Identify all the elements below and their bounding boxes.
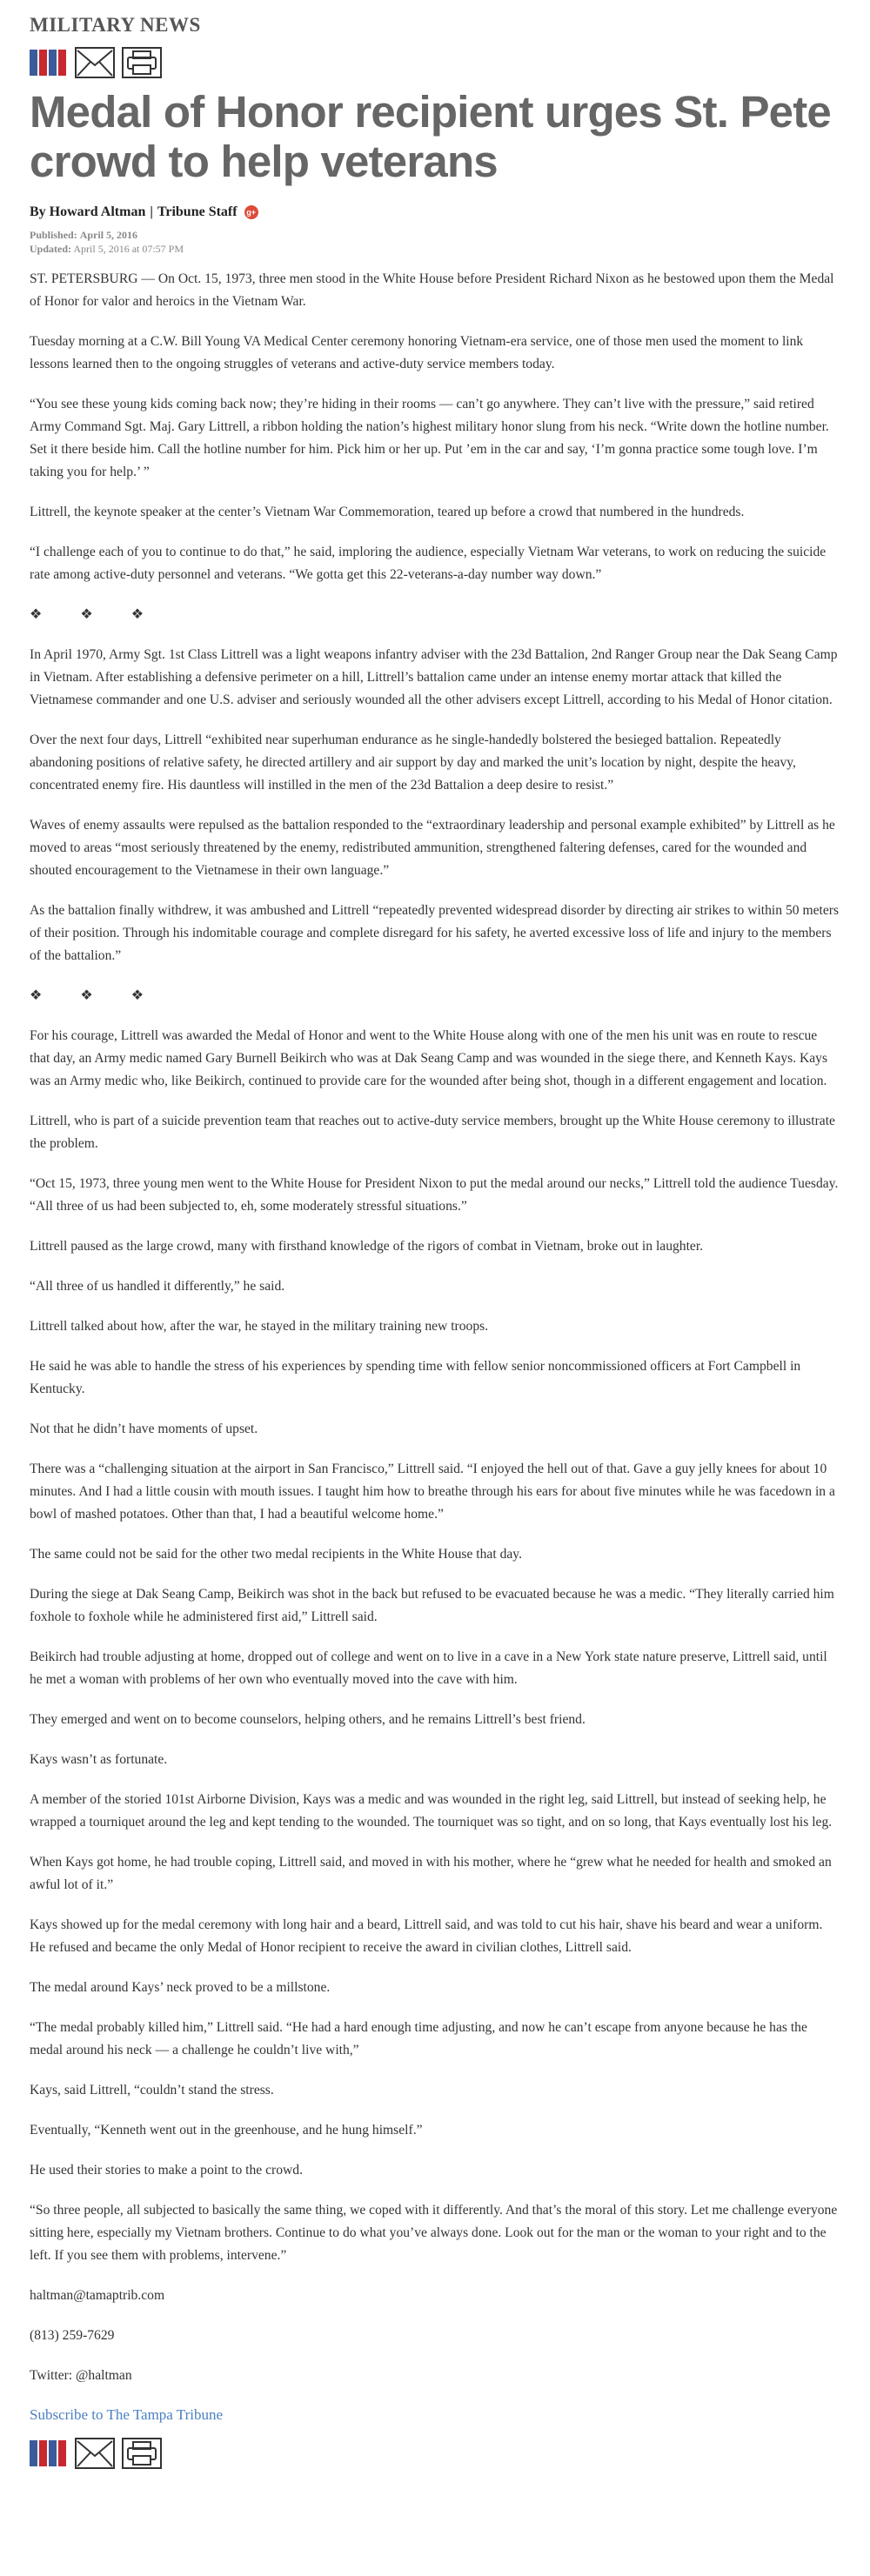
article-paragraph: The same could not be said for the other two medal recipients in the White House that day. — [30, 1547, 522, 1562]
author-name: By Howard Altman — [30, 204, 146, 219]
article-paragraph: “So three people, all subjected to basically the same thing, we coped with it differently. And that’s the moral of this story. Let me challenge everyone sitting here, especially my Vietnam brothers. Continue to do what you’ve always done. Look out for the man or the woman to your right and to the left. If you see them with problems, intervene.” — [30, 2203, 838, 2263]
updated-line — [30, 242, 840, 256]
article-paragraph: Eventually, “Kenneth went out in the greenhouse, and he hung himself.” — [30, 2123, 423, 2138]
article-paragraph: haltman@tamaptrib.com — [30, 2288, 165, 2303]
published-date: April 5, 2016 — [79, 229, 138, 241]
article-paragraph: There was a “challenging situation at the airport in San Francisco,” Littrell said. “I enjoyed the hell out of that. Gave a guy jelly knees for about 10 minutes. And I had a little cousin with mouth issues. I taught him how to breathe through his ears for about five minutes while he was facedown in a bowl of mashed potatoes. Other than that, I had a beautiful welcome home.” — [30, 1462, 835, 1522]
article-paragraph: For his courage, Littrell was awarded the Medal of Honor and went to the White House along with one of the men his unit was en route to rescue that day, an Army medic named Gary Burnell Beikirch who was at Dak Seang Camp and was wounded in the siege there, and Kenneth Kays. Kays was an Army medic who, like Beikirch, continued to provide care for the wounded after being shot, though in a different engagement and location. — [30, 1028, 828, 1088]
updated-date: April 5, 2016 at 07:57 PM — [73, 243, 184, 255]
article-paragraph: “I challenge each of you to continue to do that,” he said, imploring the audience, especially Vietnam War veterans, to work on reducing the suicide rate among active-duty personnel and veterans. “We gotta get this 22-veterans-a-day number way down.” — [30, 545, 826, 582]
article-paragraph: Tuesday morning at a C.W. Bill Young VA Medical Center ceremony honoring Vietnam-era service, one of those men used the moment to link lessons learned then to the ongoing struggles of veterans and active-duty service members today. — [30, 334, 804, 371]
article-body — [30, 268, 840, 2387]
section-ornament: ❖ ❖ ❖ — [30, 988, 162, 1003]
article-paragraph: “You see these young kids coming back now; they’re hiding in their rooms — can’t go anywhere. They can’t live with the pressure,” said retired Army Command Sgt. Maj. Gary Littrell, a ribbon holding the nation’s highest military honor slung from his neck. “Write down the hotline number. Set it there beside him. Call the hotline number for him. Pick him or her up. Put ’em in the car and say, ‘I’m gonna practice some tough love. I’m taking you for help.’ ” — [30, 397, 829, 479]
google-plus-icon[interactable]: g+ — [244, 205, 258, 219]
author-phone: Twitter: @haltman — [30, 2368, 132, 2383]
article-paragraph: Littrell, who is part of a suicide prevention team that reaches out to active-duty service members, brought up the White House ceremony to illustrate the problem. — [30, 1114, 835, 1151]
byline-separator: | — [150, 204, 153, 219]
article-paragraph: Littrell, the keynote speaker at the center’s Vietnam War Commemoration, teared up before a crowd that numbered in the hundreds. — [30, 505, 745, 519]
article-paragraph: A member of the storied 101st Airborne Division, Kays was a medic and was wounded in the right leg, said Littrell, but instead of seeking help, he wrapped a tourniquet around the leg and kept tending to the wounded. The tourniquet was so tight, and on so long, that Kays eventually lost his leg. — [30, 1792, 833, 1830]
article-paragraph: Over the next four days, Littrell “exhibited near superhuman endurance as he single-handedly bolstered the besieged battalion. Repeatedly abandoning positions of relative safety, he directed artillery and air support by day and marked the unit’s location by night, despite the heavy, concentrated enemy fire. His dauntless will instilled in the men of the 23d Battalion a deep desire to resist.” — [30, 733, 796, 793]
article-paragraph: “All three of us handled it differently,” he said. — [30, 1279, 285, 1294]
article-paragraph: Not that he didn’t have moments of upset. — [30, 1422, 258, 1436]
article-paragraph: Kays, said Littrell, “couldn’t stand the stress. — [30, 2083, 274, 2098]
email-share-button[interactable] — [75, 2438, 115, 2469]
article-paragraph: “Oct 15, 1973, three young men went to the White House for President Nixon to put the medal around our necks,” Littrell told the audience Tuesday. “All three of us had been subjected to, eh, some moderately stressful situations.” — [30, 1176, 839, 1214]
updated-label: Updated: — [30, 243, 72, 255]
share-bar-top — [30, 45, 840, 80]
flag-icon — [30, 46, 68, 79]
published-line — [30, 228, 840, 242]
article-paragraph: Littrell talked about how, after the war, he stayed in the military training new troops. — [30, 1319, 489, 1334]
article-paragraph: When Kays got home, he had trouble coping, Littrell said, and moved in with his mother, where he “grew what he needed for health and smoked an awful lot of it.” — [30, 1855, 832, 1892]
section-ornament: ❖ ❖ ❖ — [30, 607, 162, 622]
headline: Medal of Honor recipient urges St. Pete crowd to help veterans — [30, 87, 831, 186]
subscribe-link[interactable]: Subscribe to The Tampa Tribune — [30, 2406, 224, 2423]
article-paragraph: In April 1970, Army Sgt. 1st Class Littrell was a light weapons infantry adviser with the 23d Battalion, 2nd Ranger Group near the Dak Seang Camp in Vietnam. After establishing a defensive perimeter on a hill, Littrell’s battalion came under an intense enemy mortar attack that killed the Vietnamese commander and one U.S. adviser and seriously wounded all the other advisers except Littrell, according to his Medal of Honor citation. — [30, 647, 838, 707]
article-paragraph: Waves of enemy assaults were repulsed as the battalion responded to the “extraordinary leadership and personal example exhibited” by Littrell as he moved to areas “most seriously threatened by the enemy, redistributed ammunition, strengthened faltering defenses, cared for the wounded and shouted encouragement to the Vietnamese in their own language.” — [30, 818, 835, 878]
article-paragraph: ST. PETERSBURG — On Oct. 15, 1973, three men stood in the White House before President Richard Nixon as he bestowed upon them the Medal of Honor for valor and heroics in the Vietnam War. — [30, 271, 834, 309]
article-paragraph: Littrell paused as the large crowd, many with firsthand knowledge of the rigors of combat in Vietnam, broke out in laughter. — [30, 1239, 704, 1254]
section-label: MILITARY NEWS — [30, 14, 201, 36]
published-label: Published: — [30, 229, 77, 241]
author-outlet: Tribune Staff — [157, 204, 238, 219]
article-paragraph: Kays showed up for the medal ceremony with long hair and a beard, Littrell said, and was told to cut his hair, shave his beard and wear a uniform. He refused and became the only Medal of Honor recipient to receive the award in civilian clothes, Littrell said. — [30, 1917, 823, 1955]
article-paragraph: Beikirch had trouble adjusting at home, dropped out of college and went on to live in a cave in a New York state nature preserve, Littrell said, until he met a woman with problems of her own who eventually moved into the cave with him. — [30, 1649, 827, 1687]
print-button[interactable] — [122, 47, 162, 78]
article-paragraph: They emerged and went on to become counselors, helping others, and he remains Littrell’s best friend. — [30, 1712, 586, 1727]
article-paragraph: The medal around Kays’ neck proved to be a millstone. — [30, 1980, 331, 1995]
article-paragraph: He said he was able to handle the stress of his experiences by spending time with fellow senior noncommissioned officers at Fort Campbell in Kentucky. — [30, 1359, 801, 1396]
article-paragraph: Kays wasn’t as fortunate. — [30, 1752, 168, 1767]
article-paragraph: “The medal probably killed him,” Littrell said. “He had a hard enough time adjusting, and now he can’t escape from anyone because he has the medal around his neck — a challenge he couldn’t live with,” — [30, 2020, 807, 2057]
email-share-button[interactable] — [75, 47, 115, 78]
article-paragraph: During the siege at Dak Seang Camp, Beikirch was shot in the back but refused to be evacuated because he was a medic. “They literally carried him foxhole to foxhole while he administered first aid,” Littrell said. — [30, 1587, 834, 1624]
print-button[interactable] — [122, 2438, 162, 2469]
flag-icon — [30, 2437, 68, 2470]
byline — [30, 204, 840, 221]
article-paragraph: As the battalion finally withdrew, it was ambushed and Littrell “repeatedly prevented widespread disorder by directing air strikes to within 50 meters of their position. Through his indomitable courage and complete disregard for his safety, he averted excessive loss of life and injury to the members of the battalion.” — [30, 903, 840, 963]
dates — [30, 228, 840, 256]
author-email: (813) 259-7629 — [30, 2328, 115, 2343]
share-bar-bottom — [30, 2436, 840, 2471]
article-paragraph: He used their stories to make a point to the crowd. — [30, 2163, 303, 2178]
